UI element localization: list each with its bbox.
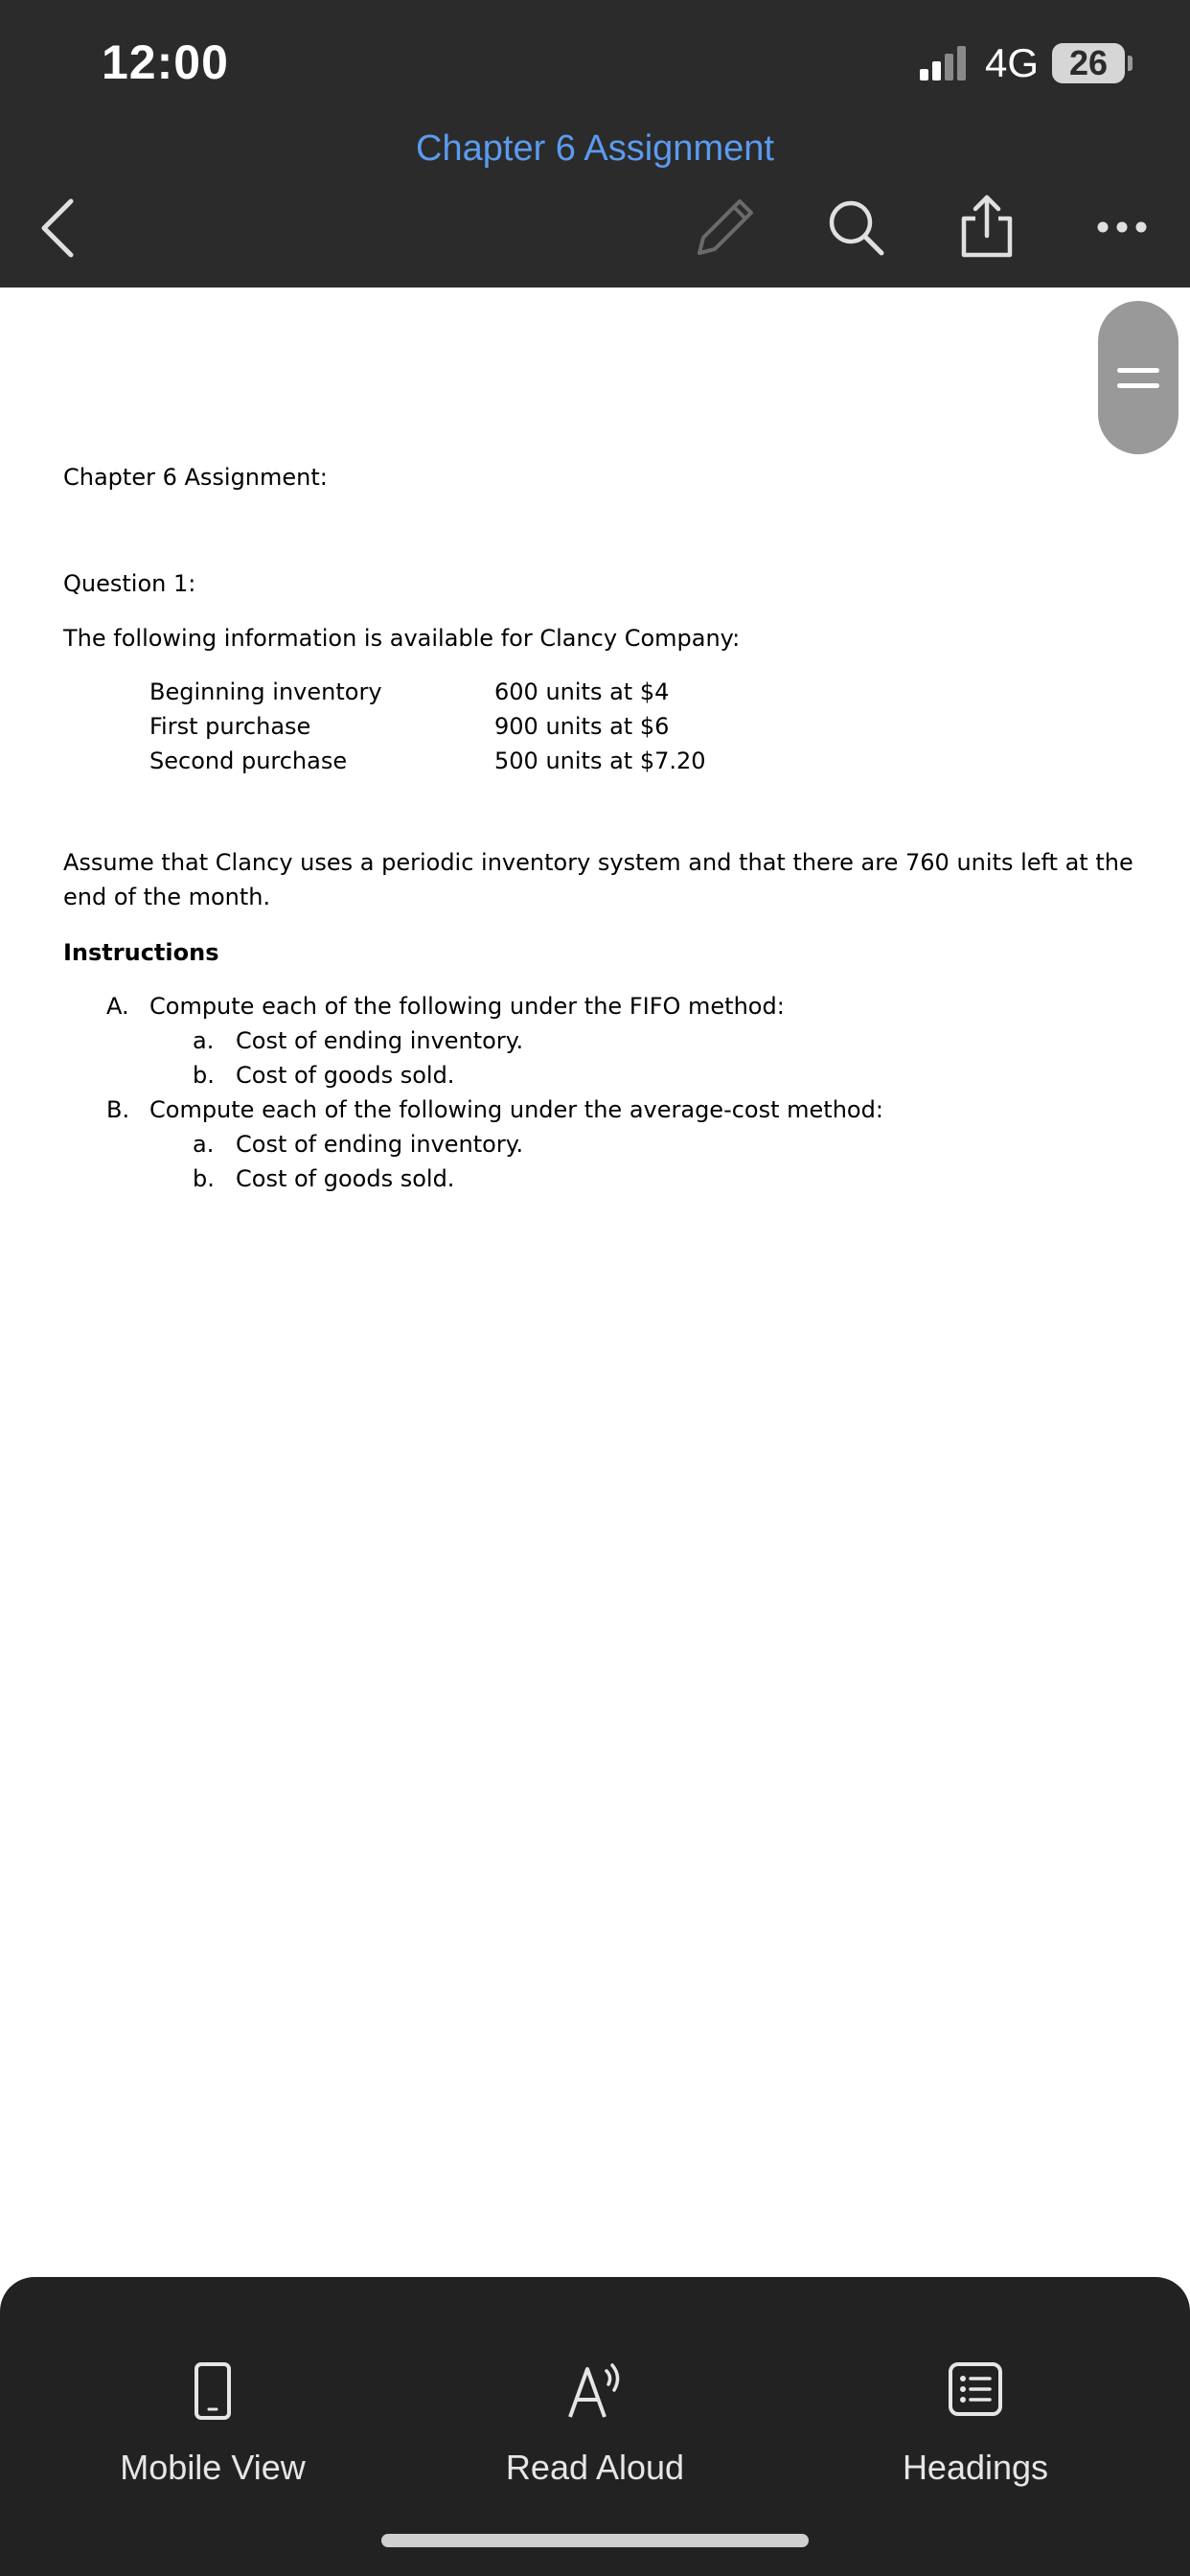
headings-icon xyxy=(784,2361,1167,2421)
sub-instruction-text: Cost of goods sold. xyxy=(236,1165,455,1192)
read-aloud-label: Read Aloud xyxy=(505,2448,685,2487)
mobile-view-button[interactable] xyxy=(21,2361,404,2488)
inventory-label: Second purchase xyxy=(149,748,348,774)
headings-button[interactable] xyxy=(784,2361,1167,2488)
list-marker: a. xyxy=(193,1027,215,1054)
top-bar xyxy=(0,0,1190,288)
sub-instruction-text: Cost of goods sold. xyxy=(236,1062,455,1089)
list-marker: b. xyxy=(193,1165,215,1192)
inventory-value: 500 units at $7.20 xyxy=(494,748,706,774)
list-marker: B. xyxy=(106,1096,130,1123)
list-marker: A. xyxy=(106,993,129,1020)
inventory-value: 600 units at $4 xyxy=(494,678,670,705)
mobile-view-label: Mobile View xyxy=(120,2448,306,2487)
headings-label: Headings xyxy=(902,2448,1049,2487)
read-aloud-button[interactable] xyxy=(403,2361,787,2488)
inventory-row xyxy=(149,713,820,748)
list-marker: a. xyxy=(193,1131,215,1158)
question-label: Question 1: xyxy=(63,570,196,597)
document-title: Chapter 6 Assignment xyxy=(416,128,774,169)
status-time: 12:00 xyxy=(102,35,229,89)
read-aloud-icon xyxy=(403,2361,787,2421)
sub-instruction-text: Cost of ending inventory. xyxy=(236,1131,524,1158)
instructions-heading: Instructions xyxy=(63,939,219,966)
home-indicator xyxy=(381,2534,809,2547)
inventory-row xyxy=(149,678,820,713)
inventory-row xyxy=(149,748,820,782)
list-marker: b. xyxy=(193,1062,215,1089)
scroll-handle[interactable] xyxy=(1098,301,1179,454)
battery-nub xyxy=(1128,56,1133,71)
pencil-icon[interactable] xyxy=(694,196,757,259)
share-icon[interactable] xyxy=(956,194,1018,261)
assumption-text: Assume that Clancy uses a periodic inventory system and that there are 760 units left at the end of the month. xyxy=(63,849,1133,910)
sub-instruction-text: Cost of ending inventory. xyxy=(236,1027,524,1054)
battery-icon: 26 xyxy=(1052,43,1125,83)
inventory-value: 900 units at $6 xyxy=(494,713,670,740)
bottom-toolbar xyxy=(0,2277,1190,2576)
back-icon[interactable] xyxy=(36,197,79,259)
more-icon[interactable] xyxy=(1096,220,1148,234)
instruction-text: Compute each of the following under the FIFO method: xyxy=(149,993,785,1020)
mobile-view-icon xyxy=(21,2361,404,2421)
instruction-text: Compute each of the following under the average-cost method: xyxy=(149,1096,883,1123)
signal-icon xyxy=(918,46,972,82)
intro-text: The following information is available for Clancy Company: xyxy=(63,625,741,652)
network-label: 4G xyxy=(985,40,1040,85)
inventory-label: First purchase xyxy=(149,713,311,740)
inventory-label: Beginning inventory xyxy=(149,678,382,705)
search-icon[interactable] xyxy=(826,197,887,259)
document-heading: Chapter 6 Assignment: xyxy=(63,464,328,491)
